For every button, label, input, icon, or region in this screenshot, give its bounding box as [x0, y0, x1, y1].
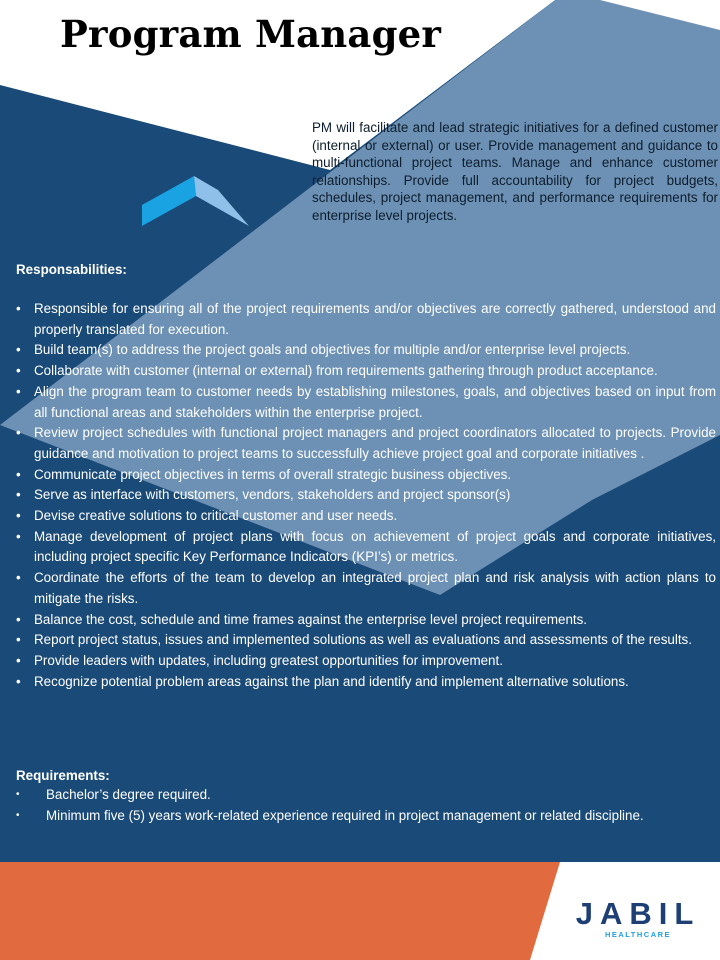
list-item: • Recognize potential problem areas against the plan and identify and implement alternative solutions.: [16, 672, 716, 693]
list-item: • Balance the cost, schedule and time frames against the enterprise level project requirements.: [16, 610, 716, 631]
list-item: • Build team(s) to address the project goals and objectives for multiple and/or enterprise level projects.: [16, 340, 716, 361]
logo-wordmark: JABIL: [575, 896, 701, 931]
list-item: • Report project status, issues and implemented solutions as well as evaluations and assessments of the results.: [16, 630, 716, 651]
logo-subtitle: HEALTHCARE: [604, 930, 672, 939]
responsibilities-list: [16, 299, 716, 692]
list-item: • Devise creative solutions to critical customer and user needs.: [16, 506, 716, 527]
list-item: • Collaborate with customer (internal or external) from requirements gathering through product acceptance.: [16, 361, 716, 382]
list-item: • Manage development of project plans with focus on achievement of project goals and corporate initiatives, including project specific Key Performance Indicators (KPI’s) or metrics.: [16, 527, 716, 568]
list-item: • Communicate project objectives in terms of overall strategic business objectives.: [16, 465, 716, 486]
list-item: • Minimum five (5) years work-related experience required in project management or related discipline.: [16, 806, 716, 827]
page-title: Program Manager: [60, 12, 442, 56]
role-summary: PM will facilitate and lead strategic initiatives for a defined customer (internal or external) or user. Provide management and guidance to multi-functional project teams. Manage and enhance customer relationships. Provide full accountability for project budgets, schedules, project management, and performance requirements for enterprise level projects.: [312, 120, 718, 223]
list-item: • Align the program team to customer needs by establishing milestones, goals, and objectives based on input from all functional areas and stakeholders within the enterprise project.: [16, 382, 716, 423]
responsibilities-heading: Responsabilities:: [16, 262, 127, 277]
jabil-logo: [568, 898, 708, 940]
list-item: • Responsible for ensuring all of the project requirements and/or objectives are correctly gathered, understood and properly translated for execution.: [16, 299, 716, 340]
list-item: • Coordinate the efforts of the team to develop an integrated project plan and risk analysis with action plans to mitigate the risks.: [16, 568, 716, 609]
list-item: • Serve as interface with customers, vendors, stakeholders and project sponsor(s): [16, 485, 716, 506]
requirements-list: [16, 785, 716, 826]
list-item: • Review project schedules with functional project managers and project coordinators allocated to projects. Provide guidance and motivation to project teams to successfully achieve project goal and corporate initiatives .: [16, 423, 716, 464]
list-item: • Provide leaders with updates, including greatest opportunities for improvement.: [16, 651, 716, 672]
list-item: • Bachelor’s degree required.: [16, 785, 716, 806]
requirements-heading: Requirements:: [16, 768, 110, 783]
